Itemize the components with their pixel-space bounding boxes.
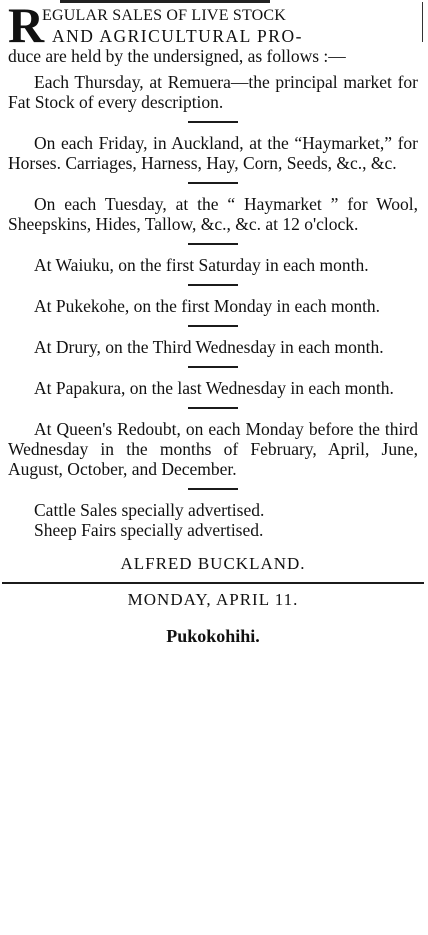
note-sheep-fairs: Sheep Fairs specially advertised. <box>34 520 264 540</box>
paragraph-queens-redoubt: At Queen's Redoubt, on each Monday before the third Wednesday in the months of February, April, June, August, October, and December. <box>8 419 418 479</box>
paragraph-tuesday-haymarket: On each Tuesday, at the “ Haymarket ” for Wool, Sheepskins, Hides, Tallow, &c., &c. at 12 o'clock. <box>8 194 418 234</box>
livestock-sales-advertisement <box>8 0 418 646</box>
separator-rule <box>188 121 238 123</box>
separator-rule <box>188 243 238 245</box>
advert-lead <box>8 0 418 53</box>
note-cattle-sales: Cattle Sales specially advertised. <box>34 500 265 520</box>
section-rule <box>2 582 424 584</box>
separator-rule <box>188 407 238 409</box>
paragraph-auckland-friday: On each Friday, in Auckland, at the “Haymarket,” for Horses. Carriages, Harness, Hay, Corn, Seeds, &c., &c. <box>8 133 418 173</box>
column-edge-rule <box>422 2 423 42</box>
separator-rule <box>188 488 238 490</box>
paragraph-remuera: Each Thursday, at Remuera—the principal market for Fat Stock of every description. <box>8 72 418 112</box>
paragraph-pukekohe: At Pukekohe, on the first Monday in each month. <box>34 296 381 316</box>
lead-continuation: duce are held by the undersigned, as follows :— <box>8 46 346 66</box>
separator-rule <box>188 182 238 184</box>
lead-line-1: EGULAR SALES OF LIVE STOCK <box>42 7 287 24</box>
top-rule <box>60 0 270 3</box>
dateline: MONDAY, APRIL 11. <box>127 590 299 609</box>
next-section-heading: Pukokohihi. <box>166 626 260 646</box>
paragraph-papakura: At Papakura, on the last Wednesday in each month. <box>34 378 394 398</box>
advertiser-signature: ALFRED BUCKLAND. <box>120 554 306 573</box>
separator-rule <box>188 366 238 368</box>
drop-cap-letter: R <box>8 0 45 53</box>
separator-rule <box>188 325 238 327</box>
separator-rule <box>188 284 238 286</box>
lead-line-2: AND AGRICULTURAL PRO- <box>52 26 303 46</box>
paragraph-waiuku: At Waiuku, on the first Saturday in each month. <box>34 255 369 275</box>
paragraph-drury: At Drury, on the Third Wednesday in each month. <box>34 337 384 357</box>
